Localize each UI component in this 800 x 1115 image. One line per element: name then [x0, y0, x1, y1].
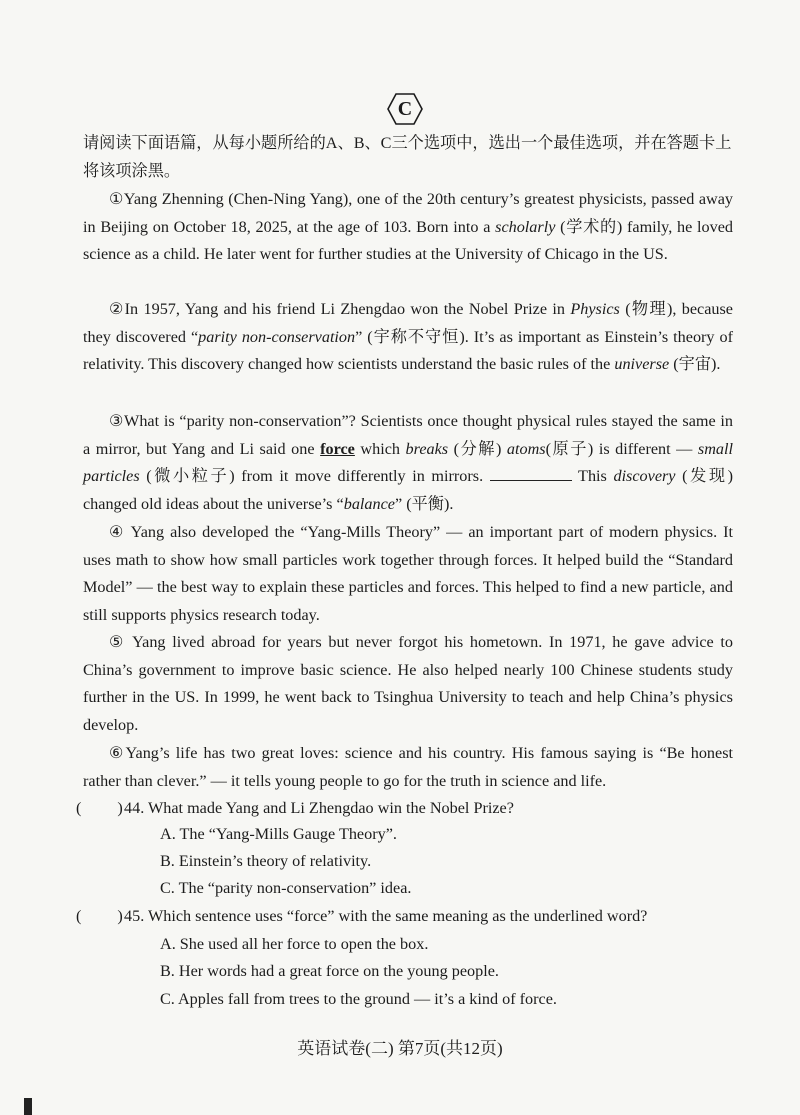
glossed-word: small particles	[83, 439, 734, 485]
option-45-c[interactable]: C. Apples fall from trees to the ground — it’s a kind of force.	[160, 990, 557, 1008]
paragraph-text: (宇宙).	[669, 355, 721, 373]
question-stem: 45. Which sentence uses “force” with the same meaning as the underlined word?	[124, 907, 648, 925]
glossed-word: parity non-conservation	[198, 327, 356, 346]
question-45	[76, 903, 736, 931]
paren-open: (	[76, 799, 82, 817]
paragraph-number: ②	[109, 301, 125, 318]
glossed-word: atoms	[506, 439, 546, 458]
option-44-b[interactable]: B. Einstein’s theory of relativity.	[160, 852, 372, 870]
paragraph-text: (发现) changed old ideas about the universe’s “	[83, 467, 733, 513]
section-c-mark	[386, 92, 424, 126]
paragraph-2	[83, 296, 733, 379]
glossed-word: balance	[343, 494, 395, 513]
option-44-c[interactable]: C. The “parity non-conservation” idea.	[160, 879, 412, 897]
paren-close: )	[117, 907, 123, 925]
paragraph-5	[83, 629, 733, 739]
paragraph-text: (学术的) family, he loved science as a child. He later went for further studies at the University of Chicago in the US.	[83, 217, 733, 263]
paragraph-text: What is “parity non-conservation”? Scientists once thought physical rules stayed the same in a mirror, but Yang and Li said one	[83, 412, 734, 458]
glossed-word: Physics	[570, 300, 620, 318]
paragraph-4	[83, 519, 733, 629]
paragraph-text: (物理), because they discovered “	[83, 300, 733, 346]
instructions: 请阅读下面语篇，从每小题所给的A、B、C三个选项中，选出一个最佳选项，并在答题卡上将该项涂黑。	[83, 134, 732, 180]
page-footer: 英语试卷(二) 第7页(共12页)	[297, 1039, 503, 1058]
answer-blank[interactable]	[490, 466, 572, 481]
paren-close: )	[117, 799, 123, 817]
answer-parentheses[interactable]	[76, 903, 124, 931]
scan-edge-mark	[24, 1098, 32, 1115]
glossed-word: discovery	[613, 467, 676, 485]
paragraph-text: In 1957, Yang and his friend Li Zhengdao won the Nobel Prize in	[124, 300, 571, 318]
option-44-a[interactable]: A. The “Yang-Mills Gauge Theory”.	[160, 825, 397, 843]
paragraph-text: Yang also developed the “Yang-Mills Theory” — an important part of modern physics. It uses math to show how small particles work together through forces. It helped build the “Standard Model” — the best way to explain these particles and forces. This helped to find a new particle, and still supports physics research today.	[83, 523, 733, 624]
paragraph-text: (微小粒子) from it move differently in mirrors.	[139, 467, 490, 485]
paragraph-text: This	[571, 467, 614, 485]
paragraph-text: ” (宇称不守恒). It’s as important as Einstein’s theory of relativity. This discovery changed how scientists understand the basic rules of the	[83, 327, 733, 373]
paragraph-text: ” (平衡).	[394, 494, 454, 513]
paragraph-1	[83, 186, 733, 269]
paragraph-number: ①	[109, 191, 124, 208]
option-45-a[interactable]: A. She used all her force to open the box.	[160, 935, 429, 953]
paragraph-6	[83, 740, 733, 795]
answer-parentheses[interactable]	[76, 795, 124, 823]
section-letter: C	[397, 98, 413, 120]
paren-open: (	[76, 907, 82, 925]
paragraph-text: (原子) is different —	[545, 439, 698, 458]
paragraph-number: ④	[109, 524, 126, 541]
question-stem: 44. What made Yang and Li Zhengdao win the Nobel Prize?	[124, 799, 514, 817]
paragraph-3	[83, 408, 733, 518]
glossed-word: universe	[614, 355, 670, 373]
glossed-word: scholarly	[495, 217, 556, 236]
paragraph-text: which	[354, 439, 406, 458]
paragraph-number: ⑥	[109, 745, 126, 762]
paragraph-number: ⑤	[109, 634, 126, 651]
glossed-word: breaks	[405, 439, 449, 458]
paragraph-text: (分解)	[448, 439, 507, 458]
paragraph-number: ③	[109, 413, 125, 430]
option-45-b[interactable]: B. Her words had a great force on the young people.	[160, 962, 499, 980]
underlined-word-force: force	[320, 439, 355, 458]
paragraph-text: Yang lived abroad for years but never forgot his hometown. In 1971, he gave advice to China’s government to improve basic science. He also helped nearly 100 Chinese students study further in the US. In 1999, he went back to Tsinghua University to teach and help China’s physics develop.	[83, 633, 733, 734]
paragraph-text: Yang’s life has two great loves: science and his country. His famous saying is “Be honest rather than clever.” — it tells young people to go for the truth in science and life.	[83, 744, 734, 790]
question-44	[76, 795, 736, 823]
paragraph-text: Yang Zhenning (Chen-Ning Yang), one of the 20th century’s greatest physicists, passed away in Beijing on October 18, 2025, at the age of 103. Born into a	[83, 190, 734, 236]
